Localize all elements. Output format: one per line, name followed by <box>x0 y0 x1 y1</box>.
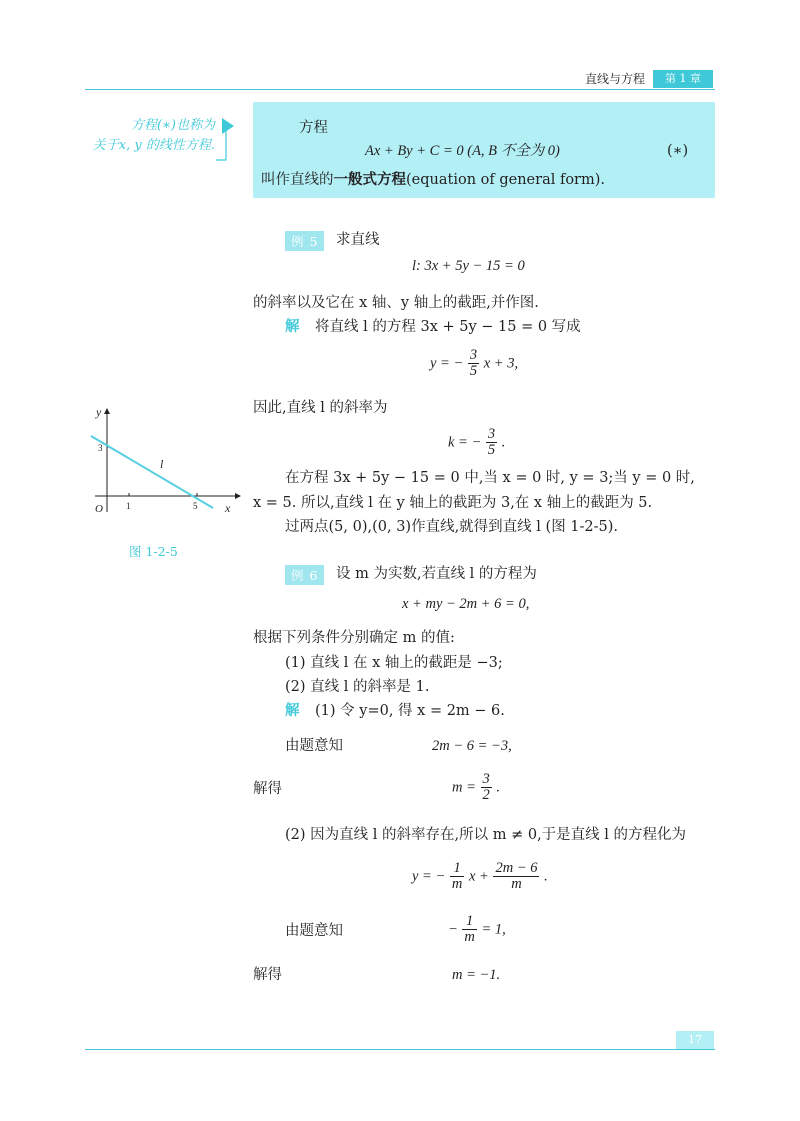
solution-2-text: (2) 因为直线 l 的斜率存在,所以 m ≠ 0,于是直线 l 的方程化为 <box>285 827 687 843</box>
line-l-label: l <box>160 457 164 471</box>
box-equation: Ax + By + C = 0 (A, B 不全为 0) <box>365 143 560 159</box>
solution-2-solve-label: 解得 <box>253 967 282 983</box>
x-axis-arrow-icon <box>235 493 241 499</box>
conditions-intro: 根据下列条件分别确定 m 的值: <box>253 630 455 646</box>
page-number: 17 <box>676 1031 714 1049</box>
figure-caption: 图 1-2-5 <box>129 544 178 559</box>
example-5-question: 的斜率以及它在 x 轴、y 轴上的截距,并作图. <box>253 295 539 311</box>
example-5-line-eq: l: 3x + 5y − 15 = 0 <box>412 258 525 274</box>
sidenote-line-1: 方程(∗)也称为 <box>131 118 215 133</box>
definition-box <box>253 102 715 198</box>
tick-x-5-label: 5 <box>193 501 198 511</box>
solution-2-m-eq: m = −1. <box>452 967 501 983</box>
header-rule <box>85 89 715 90</box>
slope-intro: 因此,直线 l 的斜率为 <box>253 400 388 416</box>
sol2-fraction-2: $\frac{2m - 6}{m}$ <box>495 860 538 892</box>
footer-rule <box>85 1049 715 1050</box>
condition-2: (2) 直线 l 的斜率是 1. <box>285 679 430 695</box>
sol2-fraction-1: $\frac{1}{m}$ <box>451 860 463 892</box>
solution-1-m-eq: m = $\frac{3}{2}$ . <box>452 771 500 803</box>
definition-prefix: 叫作直线的 <box>261 172 334 188</box>
sidenote-line-2: 关于x, y 的线性方程. <box>92 138 215 153</box>
example-6-tag: 例 6 <box>285 565 324 585</box>
eq-k-fraction: $\frac{3}{5}$ <box>487 426 496 458</box>
example-5-prompt: 求直线 <box>336 232 380 248</box>
solution-1-solve-label: 解得 <box>253 781 282 797</box>
solution-2-known-label: 由题意知 <box>285 923 343 939</box>
example-5-para-1-line-2: x = 5. 所以,直线 l 在 y 轴上的截距为 3,在 x 轴上的截距为 5. <box>253 495 653 511</box>
eq-y-fraction: $\frac{3}{5}$ <box>469 347 478 379</box>
example-6-prompt: 设 m 为实数,若直线 l 的方程为 <box>336 566 537 582</box>
box-definition <box>261 170 605 190</box>
example-5-solution-intro: 将直线 l 的方程 3x + 5y − 15 = 0 写成 <box>315 319 581 335</box>
figure-1-2-5 <box>85 400 245 530</box>
condition-1: (1) 直线 l 在 x 轴上的截距是 −3; <box>285 655 503 671</box>
example-6-line-eq: x + my − 2m + 6 = 0, <box>402 596 530 612</box>
example-5-para-1-line-1: 在方程 3x + 5y − 15 = 0 中,当 x = 0 时, y = 3;当 y = 0 时, <box>285 470 695 486</box>
running-header <box>585 70 715 88</box>
example-5-para-2: 过两点(5, 0),(0, 3)作直线,就得到直线 l (图 1-2-5). <box>285 519 619 535</box>
y-axis-arrow-icon <box>104 408 110 414</box>
sidenote-pointer-icon <box>212 116 242 166</box>
origin-label: O <box>95 503 103 515</box>
sol2-known-fraction: $\frac{1}{m}$ <box>464 913 475 945</box>
solution-1-text: (1) 令 y=0, 得 x = 2m − 6. <box>315 703 505 719</box>
chapter-title: 直线与方程 <box>585 72 646 86</box>
x-axis-label: x <box>225 501 231 515</box>
solution-2-eq: y = − $\frac{1}{m}$ x + $\frac{2m - 6}{m}$ . <box>412 860 548 892</box>
line-l <box>91 436 213 508</box>
sol1-m-fraction: $\frac{3}{2}$ <box>482 771 490 803</box>
box-label: 方程 <box>299 120 328 136</box>
tick-y-3-label: 3 <box>98 443 103 453</box>
example-6-solution-label: 解 <box>285 702 300 719</box>
example-5-solution-label: 解 <box>285 318 300 335</box>
definition-suffix: (equation of general form). <box>406 172 605 188</box>
box-equation-tag: (∗) <box>667 143 689 159</box>
tick-x-1-label: 1 <box>126 501 131 511</box>
y-axis-label: y <box>96 405 102 419</box>
sidenote <box>85 116 225 156</box>
solution-1-known-eq: 2m − 6 = −3, <box>432 738 512 754</box>
definition-term: 一般式方程 <box>333 172 406 188</box>
solution-2-known-eq: − $\frac{1}{m}$ = 1, <box>448 913 506 945</box>
example-5-tag: 例 5 <box>285 231 324 251</box>
solution-1-known-label: 由题意知 <box>285 738 343 754</box>
example-5-eq-y: y = − $\frac{3}{5}$ x + 3, <box>430 347 519 379</box>
example-5-eq-k: k = − $\frac{3}{5}$ . <box>448 426 506 458</box>
chapter-tag: 第 1 章 <box>653 70 713 88</box>
